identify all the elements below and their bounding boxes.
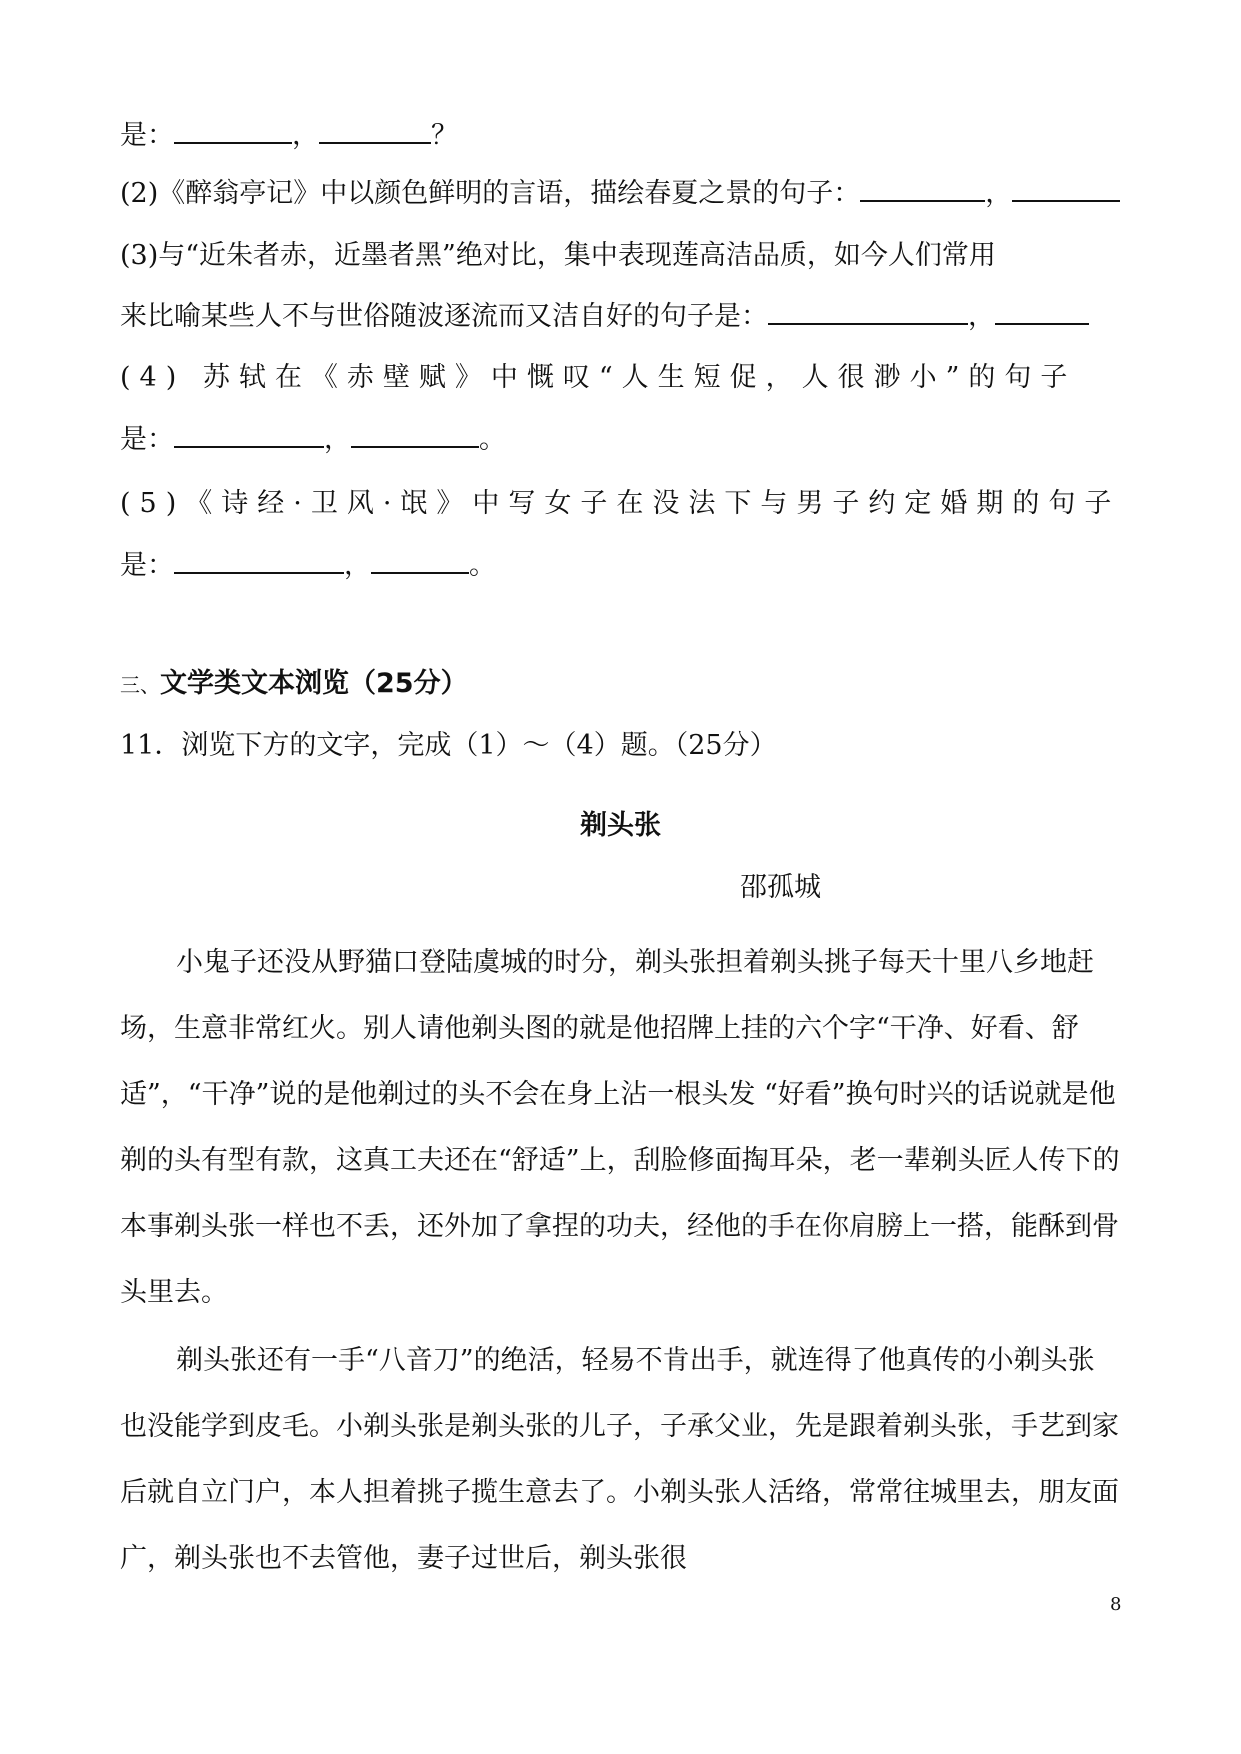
- section-heading: [120, 664, 468, 705]
- story-paragraph: 小鬼子还没从野猫口登陆虞城的时分，剃头张担着剃头挑子每天十里八乡地赶场，生意非常红火。别人请他剃头图的就是他招牌上挂的六个字“干净、好看、舒适”，“干净”说的是他剃过的头不会在身上沾一根头发 “好看”换句时兴的话说就是他剃的头有型有款，这真工夫还在“舒适”上，刮脸修面掏耳朵，老一辈剃头匠人传下的本事剃头张一样也不丢，还外加了拿捏的功夫，经他的手在你肩膀上一搭，能酥到骨头里去。: [120, 947, 1120, 1308]
- answer-blank[interactable]: [768, 297, 968, 325]
- q4-prefix: 是：: [120, 424, 174, 455]
- q1-end: ？: [431, 120, 458, 151]
- answer-blank[interactable]: [995, 297, 1089, 325]
- q4-line-1: (4) 苏轼在《赤壁赋》中慨叹“人生短促，人很渺小”的句子: [120, 362, 1077, 393]
- q2-text: (2)《醉翁亭记》中以颜色鲜明的言语，描绘春夏之景的句子：: [120, 178, 861, 209]
- q5-answer-line: [120, 546, 496, 586]
- question-11: 11．浏览下方的文字，完成（1）～（4）题。（25分）: [120, 730, 777, 761]
- separator: ，: [968, 301, 995, 332]
- answer-blank[interactable]: [174, 420, 324, 448]
- separator: ，: [292, 120, 319, 151]
- separator: ，: [985, 178, 1013, 209]
- answer-blank[interactable]: [860, 174, 985, 202]
- answer-blank[interactable]: [319, 116, 431, 144]
- q1-prefix: 是：: [120, 120, 174, 151]
- q5-end: 。: [469, 550, 496, 581]
- q5-prefix: 是：: [120, 550, 174, 581]
- section-title: 文学类文本浏览（25分）: [160, 668, 468, 699]
- answer-blank[interactable]: [351, 420, 479, 448]
- separator: ，: [344, 550, 371, 581]
- q2-line: [120, 174, 1120, 214]
- q3-text: 来比喻某些人不与世俗随波逐流而又洁自好的句子是：: [120, 301, 768, 332]
- q5-line-1: (5)《诗经·卫风·氓》中写女子在没法下与男子约定婚期的句子: [120, 488, 1121, 519]
- q4-end: 。: [479, 424, 506, 455]
- answer-blank[interactable]: [371, 546, 469, 574]
- story-author: 邵孤城: [740, 872, 821, 903]
- q3-line-2: [120, 297, 1089, 337]
- separator: ，: [324, 424, 351, 455]
- page-number: 8: [1110, 1594, 1122, 1615]
- answer-blank[interactable]: [174, 116, 292, 144]
- story-paragraph: 剃头张还有一手“八音刀”的绝活，轻易不肯出手，就连得了他真传的小剃头张也没能学到皮毛。小剃头张是剃头张的儿子，子承父业，先是跟着剃头张，手艺到家后就自立门户，本人担着挑子揽生意去了。小剃头张人活络，常常往城里去，朋友面广，剃头张也不去管他，妻子过世后，剃头张很: [120, 1345, 1119, 1574]
- q4-answer-line: [120, 420, 506, 460]
- q1-answer-line: [120, 116, 458, 156]
- q3-line-1: (3)与“近朱者赤，近墨者黑”绝对比，集中表现莲高洁品质，如今人们常用: [120, 240, 996, 271]
- story-title: 剃头张: [580, 810, 661, 841]
- answer-blank[interactable]: [174, 546, 344, 574]
- answer-blank[interactable]: [1012, 174, 1120, 202]
- section-number: 三、: [120, 673, 160, 697]
